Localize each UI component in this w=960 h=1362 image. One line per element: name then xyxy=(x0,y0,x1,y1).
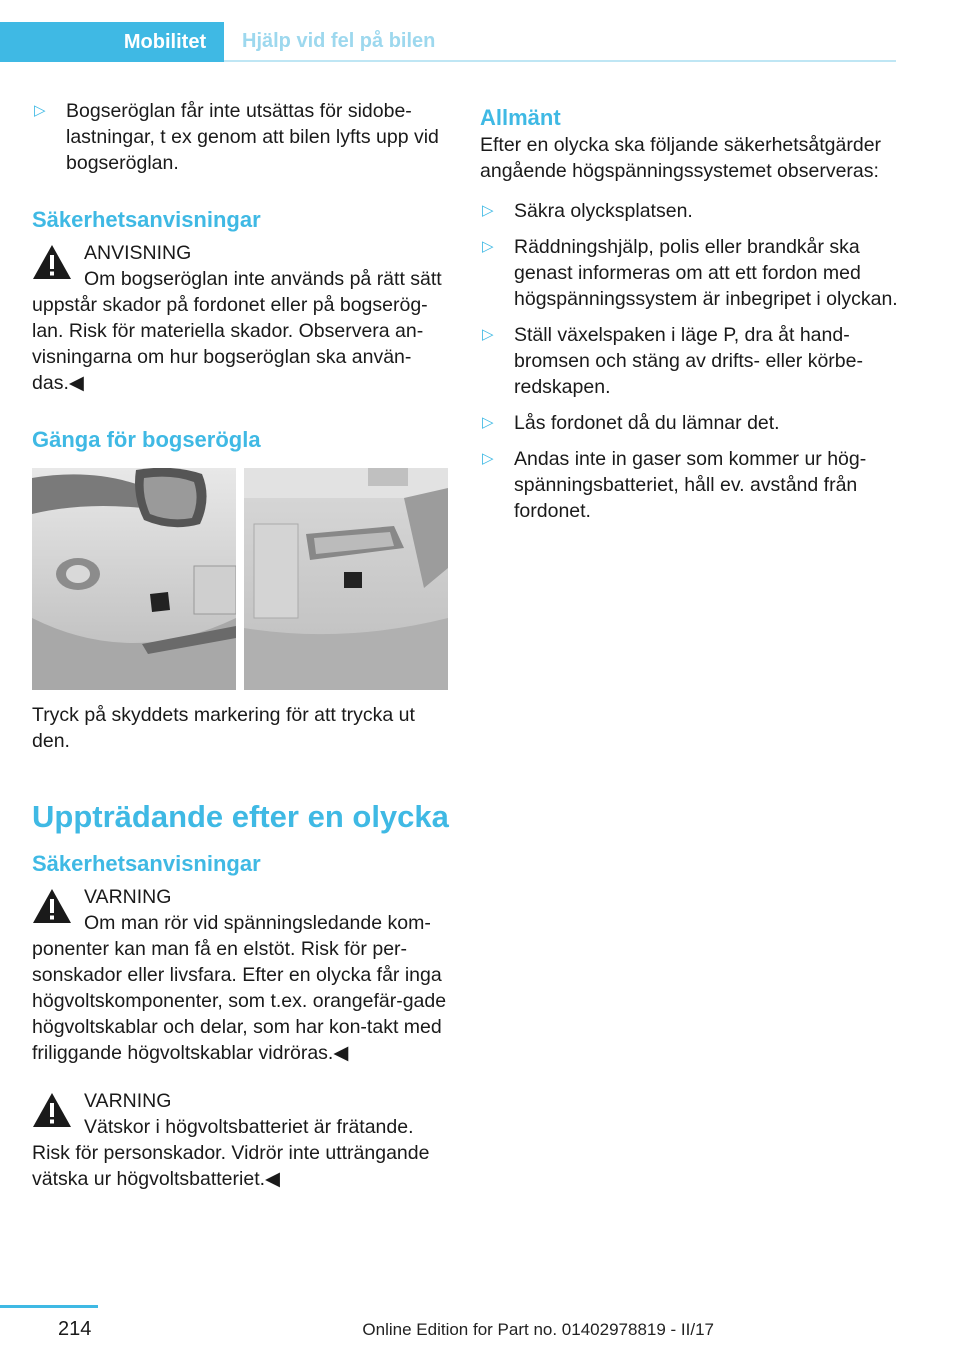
notice-block xyxy=(32,240,450,396)
warning-text-first: Om man rör vid spänningsledande kom‐ xyxy=(84,912,431,934)
warning-text: Risk för personskador. Vidrör inte utträngande vätska ur högvoltsbatteriet.◀ xyxy=(32,1142,430,1190)
section-heading: Säkerhetsanvisningar xyxy=(32,851,261,876)
notice-keyword: ANVISNING xyxy=(84,242,192,264)
section-heading: Gänga för bogserögla xyxy=(32,427,261,452)
triangle-bullet-icon: ▷ xyxy=(482,238,494,255)
list-item-text: Bogseröglan får inte utsättas för sidobe‐lastningar, t ex genom att bilen lyfts upp vid bogseröglan. xyxy=(66,100,439,174)
chapter-heading: Uppträdande efter en olycka xyxy=(32,799,449,834)
list-item-text: Ställ växelspaken i läge P, dra åt hand‐bromsen och stäng av drifts- eller körbe‐redskapen. xyxy=(514,324,863,398)
photo-front-bumper xyxy=(32,468,236,690)
edition-text: Online Edition for Part no. 01402978819 - II/17 xyxy=(362,1320,714,1339)
header-subsection-wrap xyxy=(224,22,896,62)
header-subsection: Hjälp vid fel på bilen xyxy=(242,29,436,52)
warning-triangle-icon xyxy=(32,888,72,924)
intro-text: Efter en olycka ska följande säkerhetsåtgärder angående högspänningssystemet observeras: xyxy=(480,134,882,182)
list-item xyxy=(480,234,898,312)
list-item xyxy=(480,410,898,436)
list-item-text: Säkra olycksplatsen. xyxy=(514,200,693,222)
photo-rear-bumper xyxy=(244,468,448,690)
footer-rule xyxy=(0,1305,98,1308)
section-heading: Allmänt xyxy=(480,105,561,130)
page-number: 214 xyxy=(58,1318,92,1340)
list-item xyxy=(480,322,898,400)
warning-triangle-icon xyxy=(32,1092,72,1128)
warning-block xyxy=(32,1088,450,1192)
list-item xyxy=(480,446,898,524)
tow-eye-photo xyxy=(32,468,448,690)
triangle-bullet-icon: ▷ xyxy=(482,414,494,431)
section-heading: Säkerhetsanvisningar xyxy=(32,207,261,232)
list-item-text: Andas inte in gaser som kommer ur hög‐spänningsbatteriet, håll ev. avstånd från fordonet. xyxy=(514,448,867,522)
triangle-bullet-icon: ▷ xyxy=(482,202,494,219)
notice-text-first: Om bogseröglan inte används på rätt sätt xyxy=(84,268,442,290)
warning-block xyxy=(32,884,450,1066)
warning-triangle-icon xyxy=(32,244,72,280)
warning-keyword: VARNING xyxy=(84,1090,172,1112)
left-column xyxy=(32,98,450,1192)
header-section: Mobilitet xyxy=(106,22,224,62)
list-item-text: Räddningshjälp, polis eller brandkår ska genast informeras om att ett fordon med högspänningssystem är inbegripet i olyckan. xyxy=(514,236,898,310)
triangle-bullet-icon: ▷ xyxy=(34,102,46,119)
triangle-bullet-icon: ▷ xyxy=(482,326,494,343)
photo-caption: Tryck på skyddets markering för att trycka ut den. xyxy=(32,704,415,752)
header-bar xyxy=(0,22,106,62)
list-item xyxy=(480,198,898,224)
triangle-bullet-icon: ▷ xyxy=(482,450,494,467)
warning-text-first: Vätskor i högvoltsbatteriet är frätande. xyxy=(84,1116,414,1138)
right-column xyxy=(480,104,898,534)
list-item-text: Lås fordonet då du lämnar det. xyxy=(514,412,780,434)
warning-text: ponenter kan man få en elstöt. Risk för per‐sonskador eller livsfara. Efter en olycka får inga högvoltskomponenter, som t.ex. orangefär‐gade högvoltskablar och delar, som har kon‐takt med friliggande högvoltskablar vidröras.◀ xyxy=(32,938,447,1064)
list-item xyxy=(32,98,450,176)
running-header xyxy=(0,22,896,62)
notice-text: uppstår skador på fordonet eller på bogserög‐lan. Risk för materiella skador. Observera an‐visningarna om hur bogseröglan ska använ‐das.◀ xyxy=(32,294,428,394)
warning-keyword: VARNING xyxy=(84,886,172,908)
